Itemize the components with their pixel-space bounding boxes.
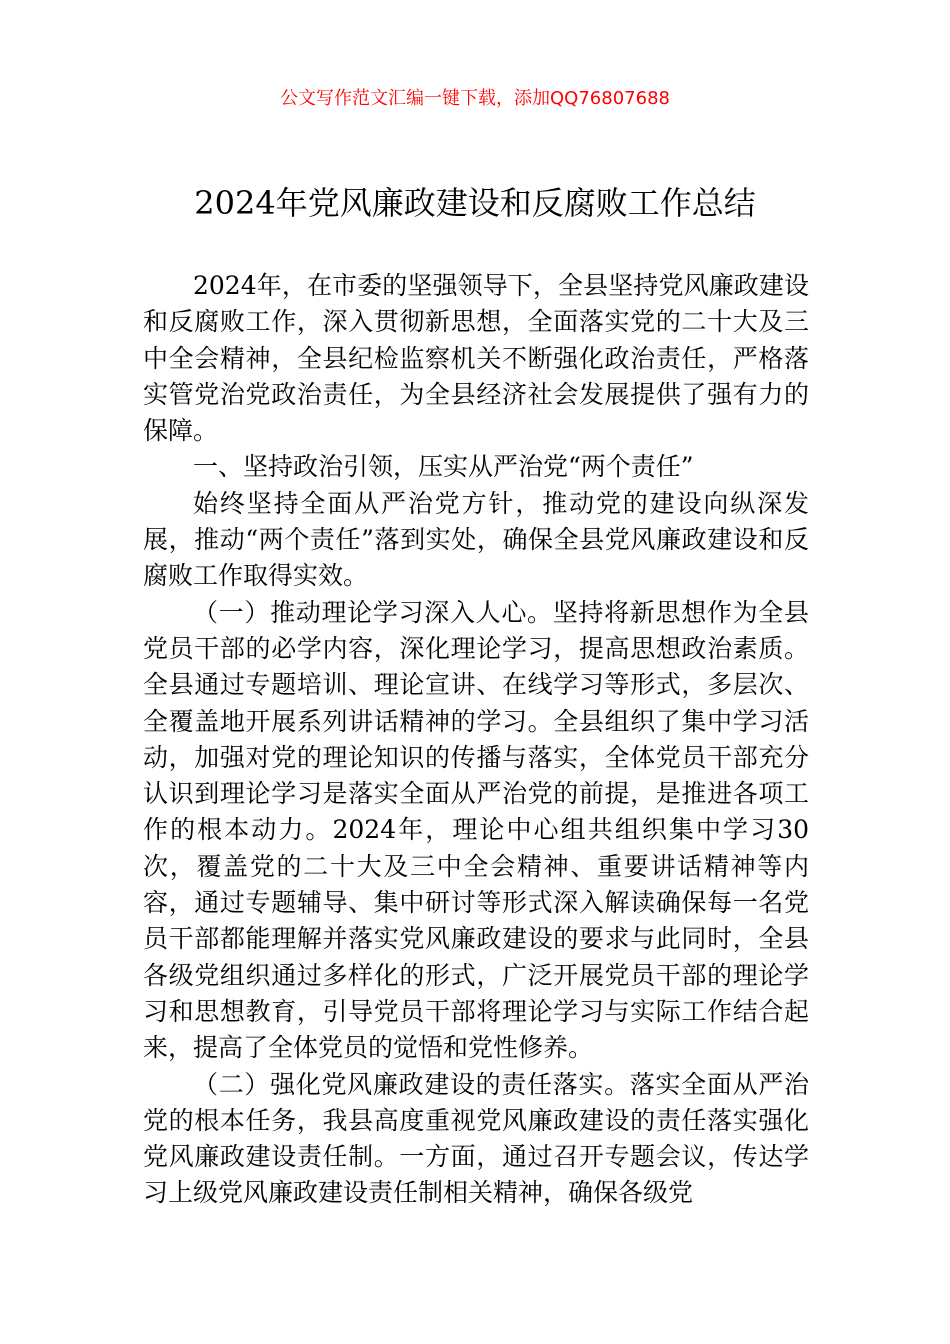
document-body [143, 268, 809, 1212]
paragraph-subsection-2: （二）强化党风廉政建设的责任落实。落实全面从严治党的根本任务，我县高度重视党风廉政建设的责任落实强化党风廉政建设责任制。一方面，通过召开专题会议，传达学习上级党风廉政建设责任制相关精神，确保各级党 [143, 1069, 809, 1208]
document-title: 2024年党风廉政建设和反腐败工作总结 [194, 184, 756, 222]
paragraph-subsection-1: （一）推动理论学习深入人心。坚持将新思想作为全县党员干部的必学内容，深化理论学习，提高思想政治素质。全县通过专题培训、理论宣讲、在线学习等形式，多层次、全覆盖地开展系列讲话精神的学习。全县组织了集中学习活动，加强对党的理论知识的传播与落实，全体党员干部充分认识到理论学习是落实全面从严治党的前提，是推进各项工作的根本动力。2024年，理论中心组共组织集中学习30次，覆盖党的二十大及三中全会精神、重要讲话精神等内容，通过专题辅导、集中研讨等形式深入解读确保每一名党员干部都能理解并落实党风廉政建设的要求与此同时，全县各级党组织通过多样化的形式，广泛开展党员干部的理论学习和思想教育，引导党员干部将理论学习与实际工作结合起来，提高了全体党员的觉悟和党性修养。 [143, 597, 809, 1063]
download-note: 公文写作范文汇编一键下载，添加QQ76807688 [280, 88, 670, 109]
paragraph-intro: 2024年，在市委的坚强领导下，全县坚持党风廉政建设和反腐败工作，深入贯彻新思想，全面落实党的二十大及三中全会精神，全县纪检监察机关不断强化政治责任，严格落实管党治党政治责任，为全县经济社会发展提供了强有力的保障。 [143, 271, 809, 446]
section-heading-1: 一、坚持政治引领，压实从严治党“两个责任” [193, 452, 694, 482]
paragraph-section-1-summary: 始终坚持全面从严治党方针，推动党的建设向纵深发展，推动“两个责任”落到实处，确保全县党风廉政建设和反腐败工作取得实效。 [143, 488, 809, 591]
